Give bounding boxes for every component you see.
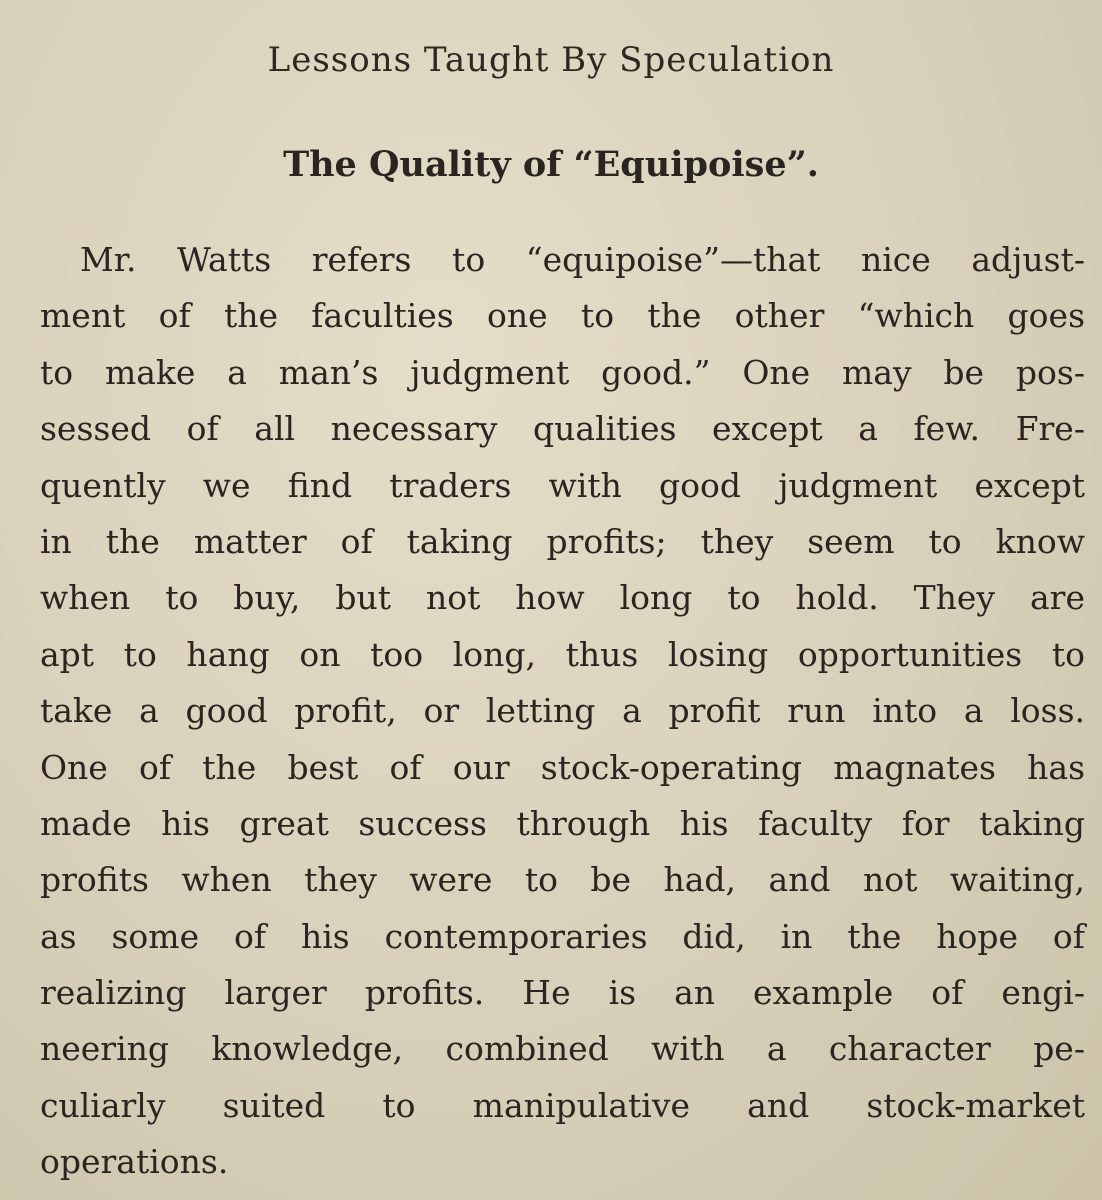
paragraph-line: quently we find traders with good judgment except — [40, 465, 1085, 505]
paragraph-line: apt to hang on too long, thus losing opportunities to — [40, 634, 1085, 674]
paragraph-line: take a good profit, or letting a profit run into a loss. — [40, 691, 1085, 731]
paragraph-line: as some of his contemporaries did, in the hope of — [40, 916, 1085, 956]
paragraph-line: profits when they were to be had, and not waiting, — [40, 860, 1085, 900]
paragraph-line: culiarly suited to manipulative and stock-market — [40, 1085, 1085, 1125]
paragraph-line: in the matter of taking profits; they seem to know — [40, 521, 1085, 561]
paragraph-line: One of the best of our stock-operating magnates has — [40, 747, 1085, 787]
paragraph-line: made his great success through his faculty for taking — [40, 803, 1085, 843]
paragraph-line: neering knowledge, combined with a character pe- — [40, 1029, 1085, 1069]
body-paragraph — [40, 232, 1085, 1191]
section-title: The Quality of “Equipoise”. — [283, 144, 819, 185]
paragraph-line: when to buy, but not how long to hold. They are — [40, 578, 1085, 618]
paragraph-line: to make a man’s judgment good.” One may be pos- — [40, 352, 1085, 392]
paragraph-line: sessed of all necessary qualities except a few. Fre- — [40, 409, 1085, 449]
paragraph-line: Mr. Watts refers to “equipoise”—that nice adjust- — [80, 240, 1085, 279]
paragraph-line: operations. — [40, 1142, 229, 1182]
running-head: Lessons Taught By Speculation — [267, 40, 835, 80]
paragraph-line: ment of the faculties one to the other “which goes — [40, 296, 1085, 336]
paragraph-line: realizing larger profits. He is an example of engi- — [40, 973, 1085, 1013]
